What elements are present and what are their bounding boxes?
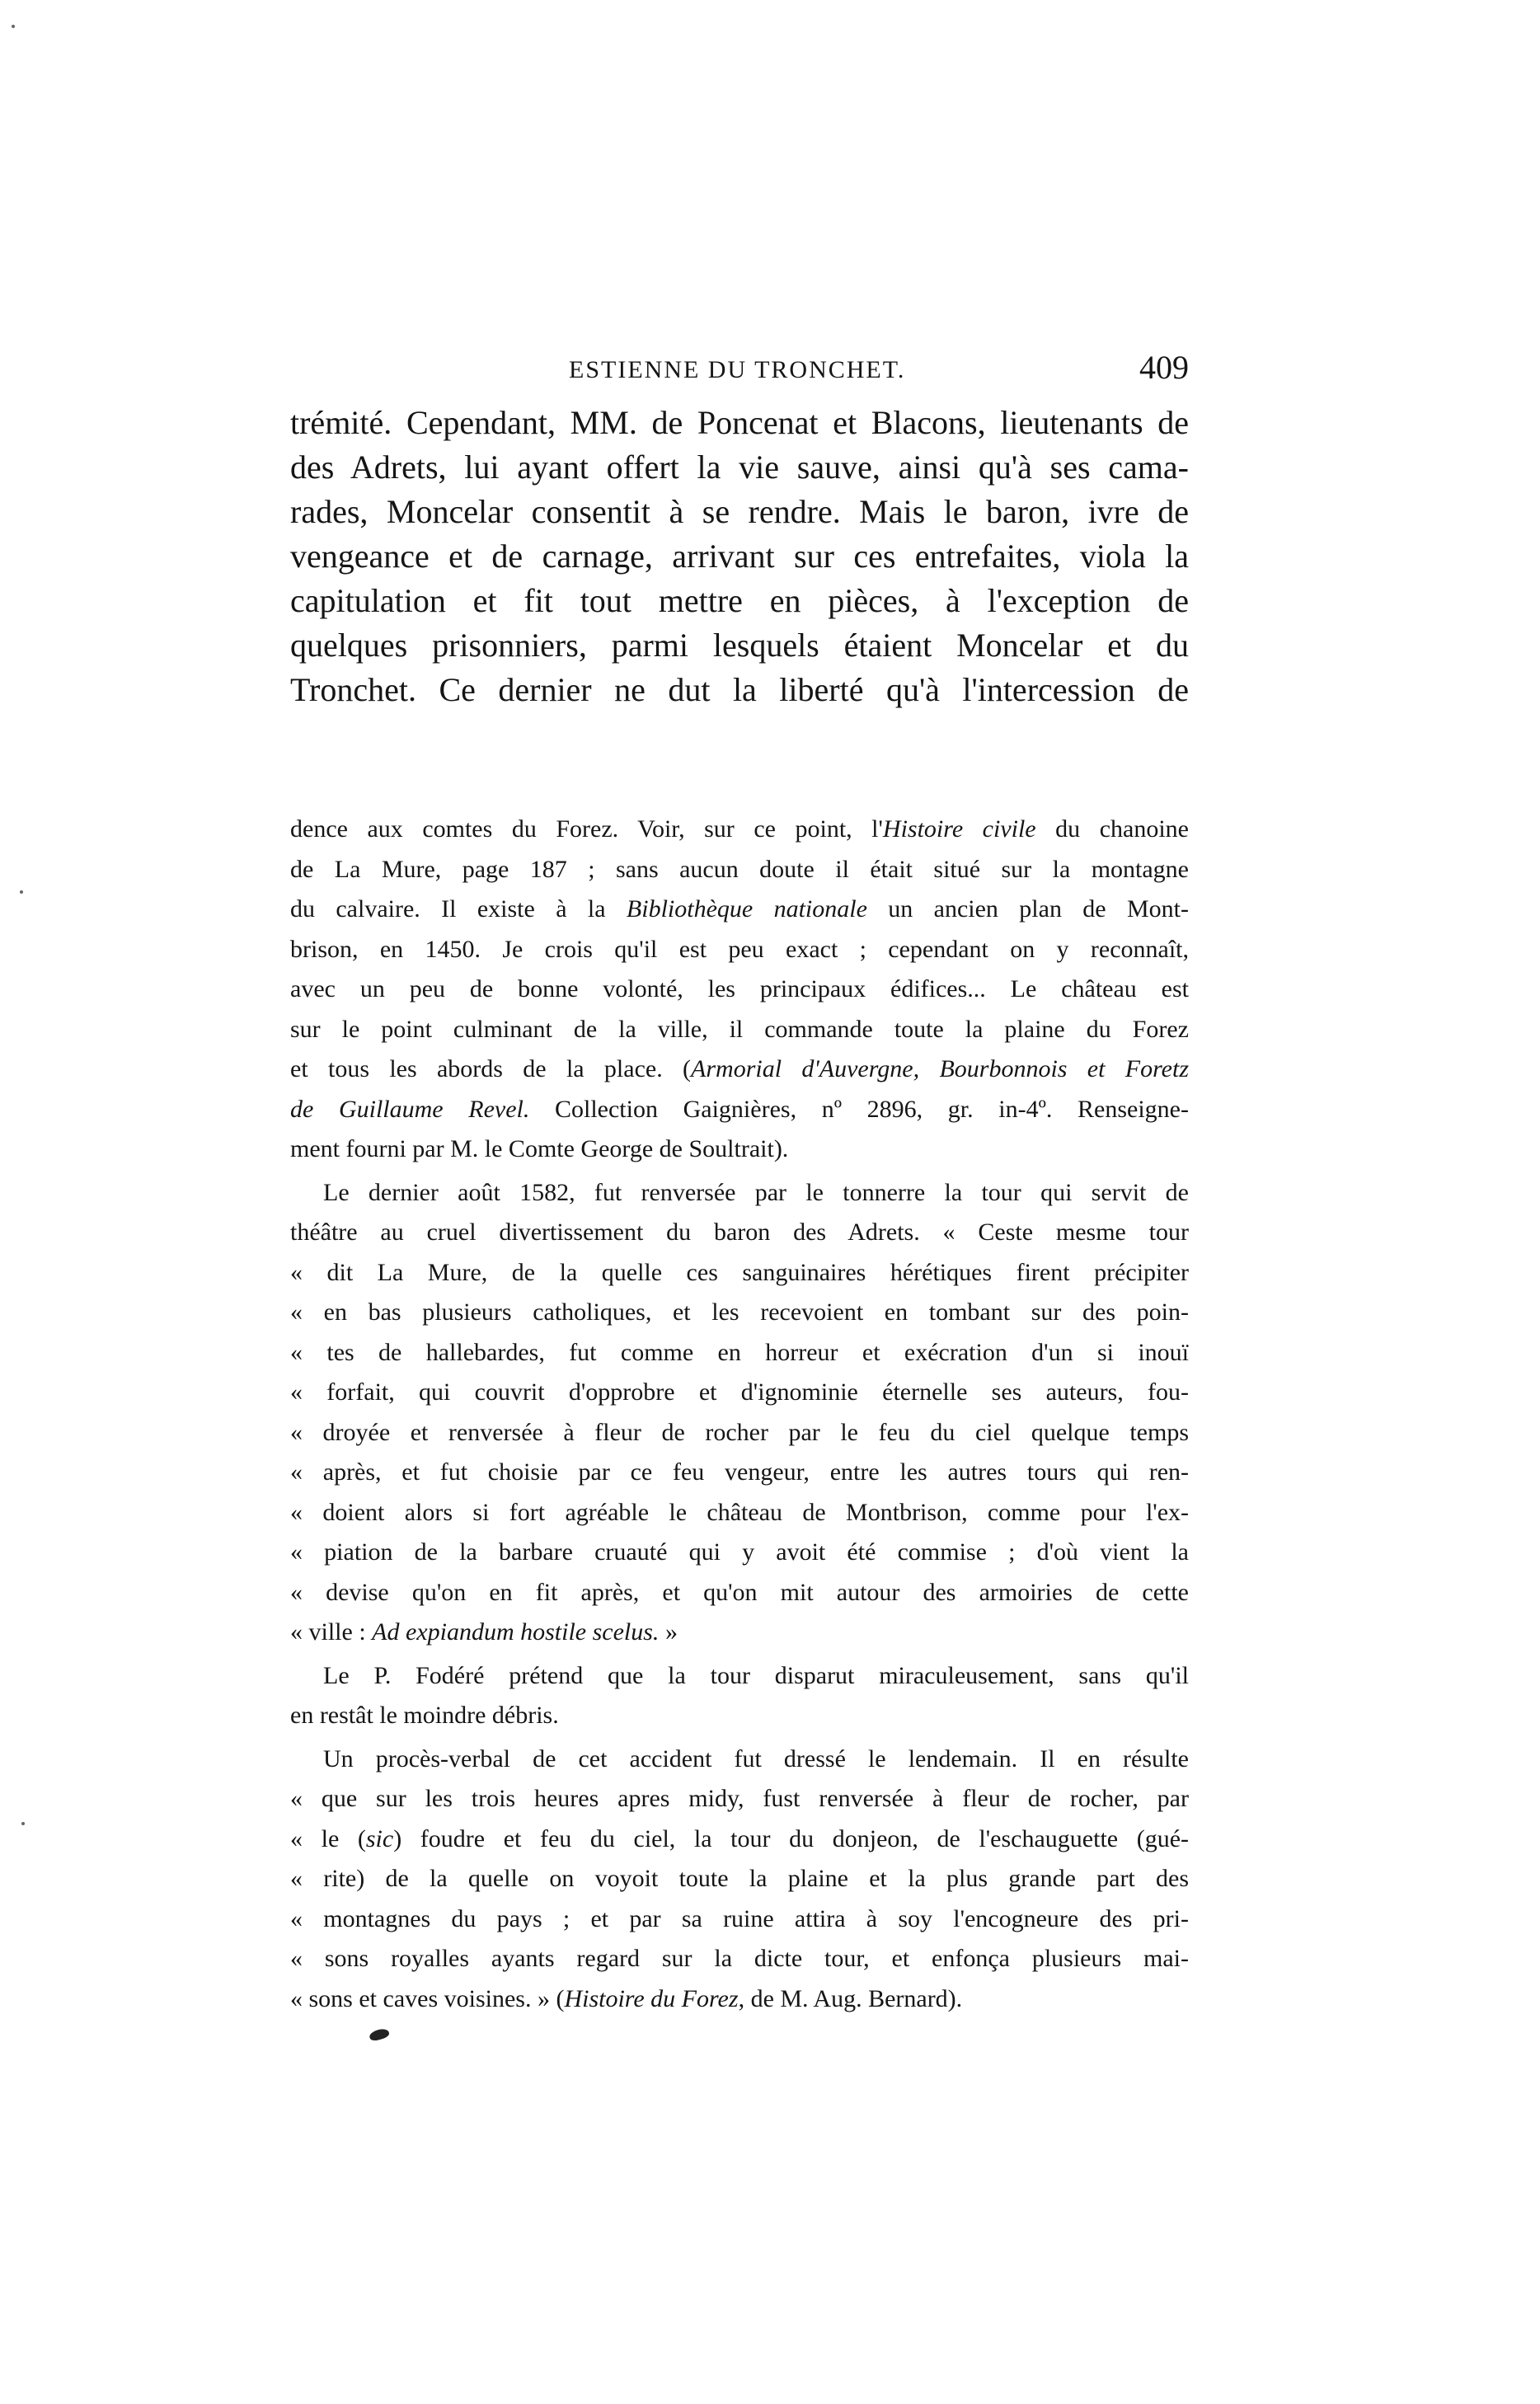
text-run: , de M. Aug. Bernard). — [738, 1984, 963, 2012]
footnote-line: « en bas plusieurs catholiques, et les recevoient en tombant sur des poin- — [290, 1298, 1189, 1326]
text-run: « sons et caves voisines. » ( — [290, 1984, 565, 2012]
main-text-line: trémité. Cependant, MM. de Poncenat et Blacons, lieutenants de — [290, 404, 1189, 441]
footnote-paragraph — [290, 1740, 1189, 2020]
main-text-line: des Adrets, lui ayant offert la vie sauve, ainsi qu'à ses cama- — [290, 448, 1189, 486]
scan-speck — [20, 890, 23, 894]
text-run: « ville : — [290, 1618, 373, 1646]
footnote-paragraph — [290, 810, 1189, 1170]
scan-speck — [12, 25, 15, 28]
footnote-line — [290, 1090, 1189, 1130]
footnote-line: « devise qu'on en fit après, et qu'on mit autour des armoiries de cette — [290, 1578, 1189, 1606]
footnote-line: « tes de hallebardes, fut comme en horreur et exécration d'un si inouï — [290, 1338, 1189, 1366]
footnote-line: Le P. Fodéré prétend que la tour disparut miraculeusement, sans qu'il — [323, 1661, 1189, 1689]
italic-title: Histoire civile — [882, 815, 1036, 843]
footnote-line — [290, 1049, 1189, 1090]
footnotes — [290, 810, 1189, 2019]
text-run: et tous les abords de la place. ( — [290, 1055, 692, 1082]
footnote-line — [290, 890, 1189, 930]
italic-title: Armorial d'Auvergne, Bourbonnois et Foretz — [691, 1055, 1189, 1082]
footnote-line: ment fourni par M. le Comte George de Soultrait). — [290, 1135, 789, 1162]
footnote-line: brison, en 1450. Je crois qu'il est peu exact ; cependant on y reconnaît, — [290, 935, 1189, 963]
footnote-line: « dit La Mure, de la quelle ces sanguinaires hérétiques firent précipiter — [290, 1258, 1189, 1286]
footnote-line: Un procès-verbal de cet accident fut dressé le lendemain. Il en résulte — [323, 1744, 1189, 1772]
footnote-line: « montagnes du pays ; et par sa ruine attira à soy l'encogneure des pri- — [290, 1904, 1189, 1932]
italic-quote: Ad expiandum hostile scelus. — [372, 1618, 660, 1646]
main-text-line: Tronchet. Ce dernier ne dut la liberté qu'à l'intercession de — [290, 671, 1189, 708]
main-text-line: rades, Moncelar consentit à se rendre. Mais le baron, ivre de — [290, 493, 1189, 530]
footnote-line: « après, et fut choisie par ce feu vengeur, entre les autres tours qui ren- — [290, 1458, 1189, 1486]
running-head-title: ESTIENNE DU TRONCHET. — [569, 356, 906, 383]
footnote-line: avec un peu de bonne volonté, les principaux édifices... Le château est — [290, 975, 1189, 1002]
main-text-line: vengeance et de carnage, arrivant sur ces entrefaites, viola la — [290, 538, 1189, 575]
footnote-line: théâtre au cruel divertissement du baron des Adrets. « Ceste mesme tour — [290, 1218, 1189, 1246]
italic-title: de Guillaume Revel. — [290, 1095, 530, 1123]
ink-mark — [369, 2027, 391, 2043]
text-run: dence aux comtes du Forez. Voir, sur ce point, l' — [290, 815, 883, 843]
footnote-line — [290, 810, 1189, 850]
italic-title: Histoire du Forez — [564, 1984, 739, 2012]
scan-speck — [21, 1822, 25, 1825]
text-run: « le ( — [290, 1824, 366, 1852]
footnote-line: Le dernier août 1582, fut renversée par le tonnerre la tour qui servit de — [323, 1178, 1189, 1206]
footnote-paragraph — [290, 1656, 1189, 1736]
footnote-line — [290, 1613, 1189, 1653]
footnote-line — [290, 1979, 1189, 2020]
footnote-line: « piation de la barbare cruauté qui y avoit été commise ; d'où vient la — [290, 1538, 1189, 1566]
running-head — [290, 346, 1189, 396]
text-run: ) foudre et feu du ciel, la tour du donjeon, de l'eschauguette (gué- — [393, 1824, 1189, 1852]
text-run: » — [659, 1618, 678, 1646]
footnote-line: « rite) de la quelle on voyoit toute la plaine et la plus grande part des — [290, 1865, 1189, 1892]
footnote-line — [290, 1819, 1189, 1860]
footnote-line: « doient alors si fort agréable le château de Montbrison, comme pour l'ex- — [290, 1498, 1189, 1526]
text-run: Collection Gaignières, nº 2896, gr. in-4º. Renseigne- — [529, 1095, 1189, 1123]
footnote-line: sur le point culminant de la ville, il commande toute la plaine du Forez — [290, 1015, 1189, 1043]
main-text — [290, 401, 1189, 712]
book-page — [290, 346, 1189, 2019]
footnote-line: « forfait, qui couvrit d'opprobre et d'ignominie éternelle ses auteurs, fou- — [290, 1378, 1189, 1406]
text-run: du chanoine — [1035, 815, 1189, 843]
footnote-paragraph — [290, 1173, 1189, 1653]
text-run: du calvaire. Il existe à la — [290, 895, 627, 923]
footnote-line: de La Mure, page 187 ; sans aucun doute il était situé sur la montagne — [290, 855, 1189, 883]
italic-title: Bibliothèque nationale — [626, 895, 867, 923]
main-text-line: capitulation et fit tout mettre en pièces, à l'exception de — [290, 582, 1189, 619]
main-text-line: quelques prisonniers, parmi lesquels étaient Moncelar et du — [290, 627, 1189, 664]
page-number: 409 — [1139, 349, 1189, 386]
footnote-line: « sons royalles ayants regard sur la dicte tour, et enfonça plusieurs mai- — [290, 1945, 1189, 1972]
italic-word: sic — [365, 1824, 394, 1852]
text-run: un ancien plan de Mont- — [866, 895, 1189, 923]
footnote-line: « que sur les trois heures apres midy, fust renversée à fleur de rocher, par — [290, 1785, 1189, 1812]
footnote-line: « droyée et renversée à fleur de rocher par le feu du ciel quelque temps — [290, 1418, 1189, 1446]
footnote-line: en restât le moindre débris. — [290, 1702, 559, 1729]
